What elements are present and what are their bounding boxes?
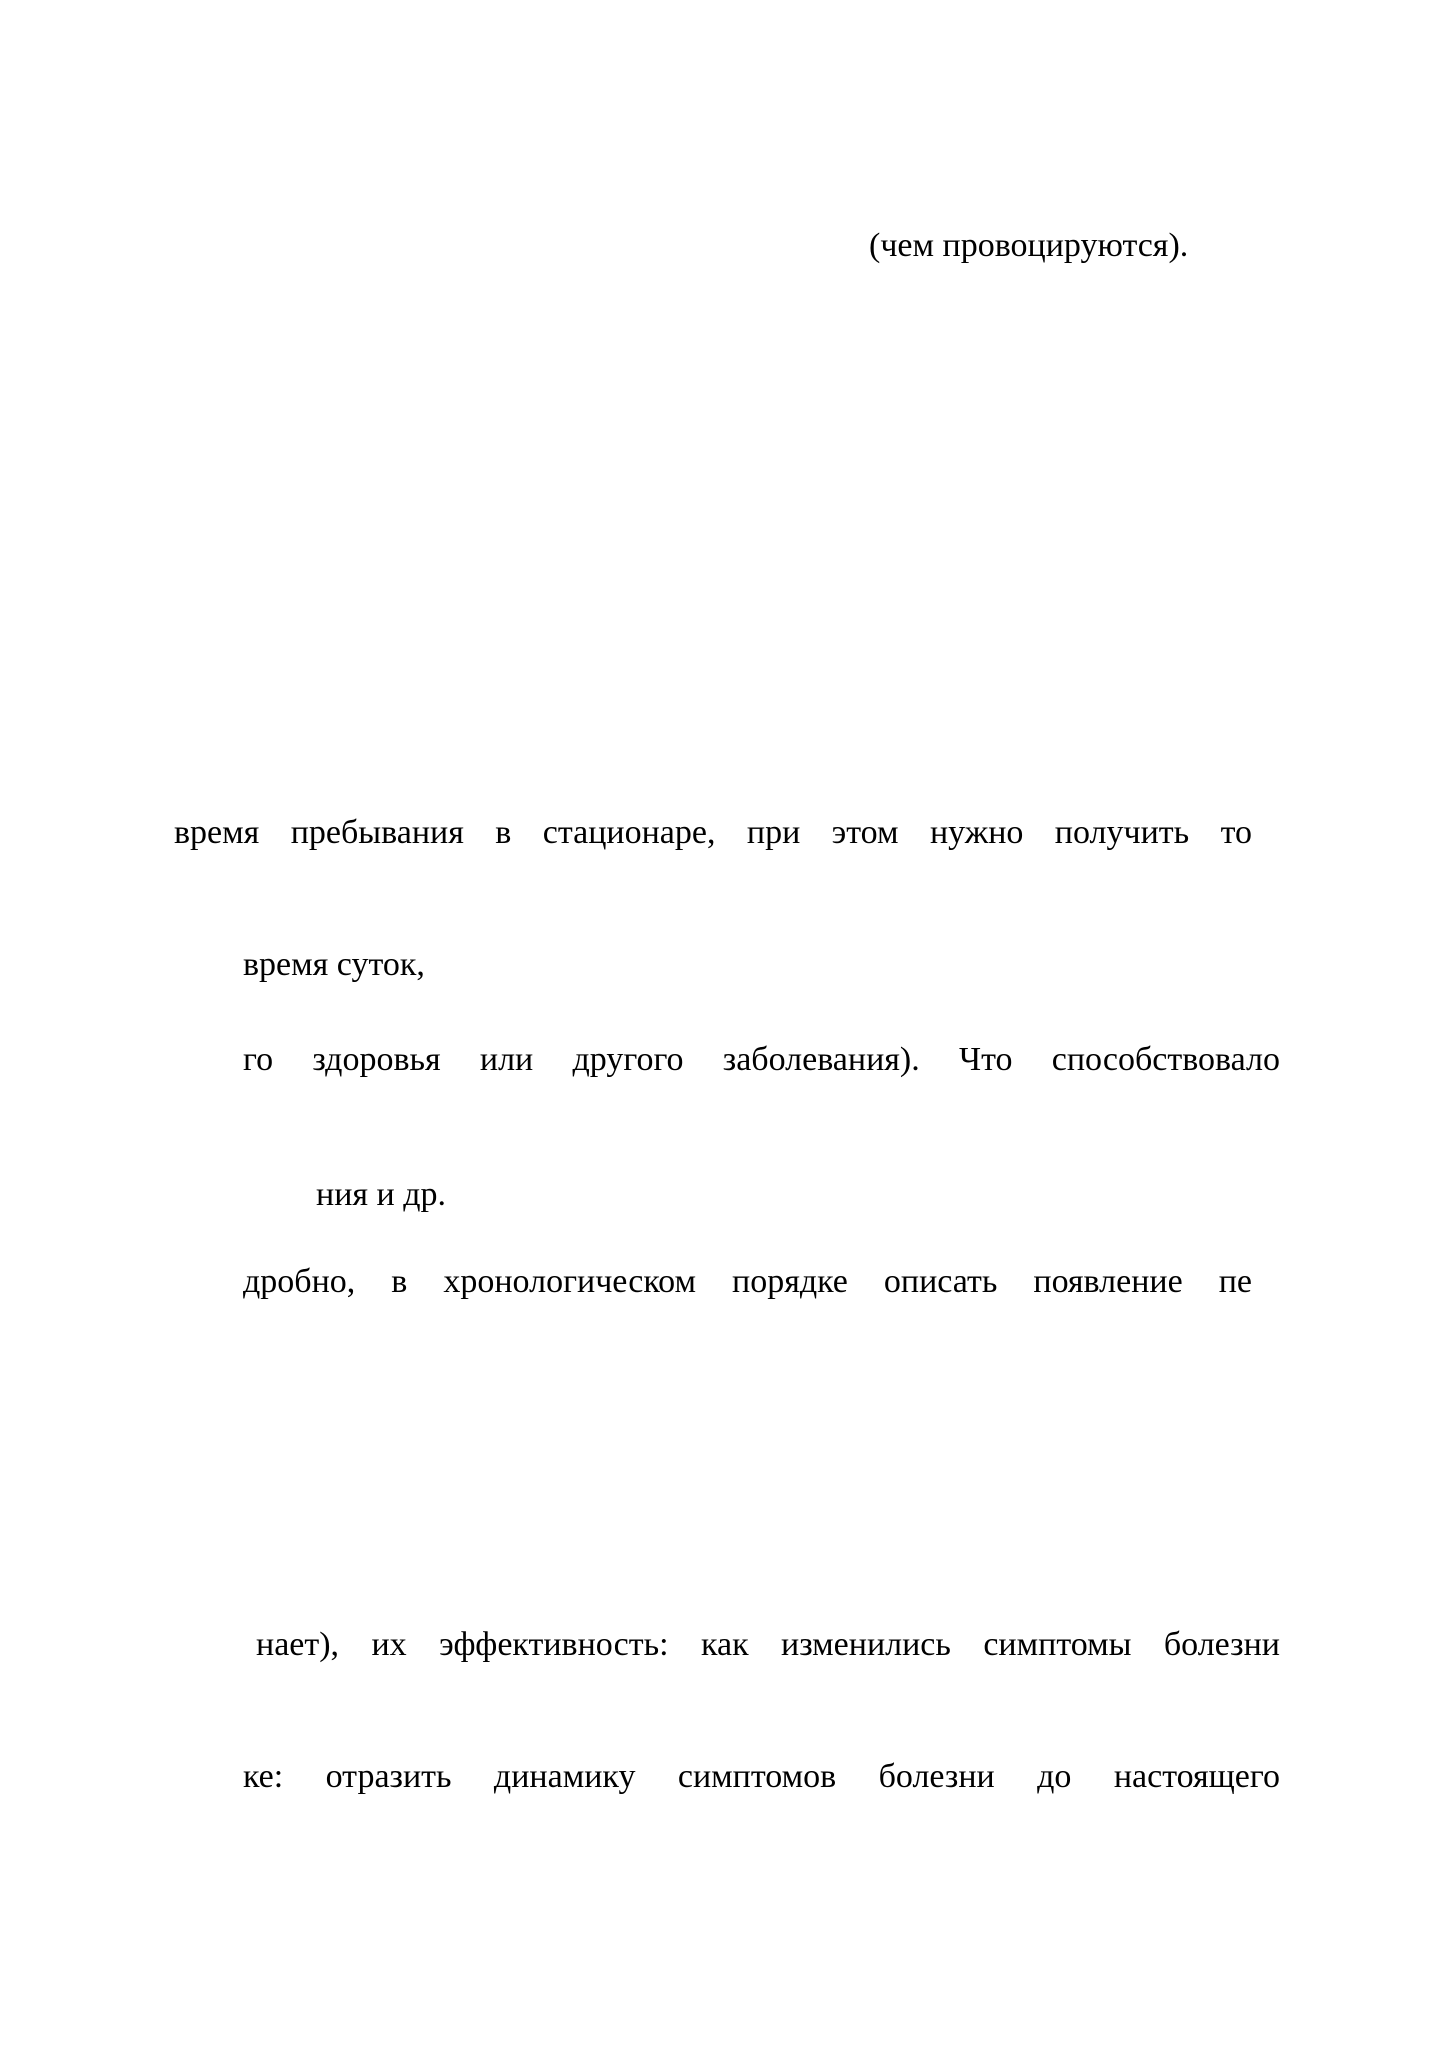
text-line-6: дробно, в хронологическом порядке описать появление пе [243,1263,1252,1300]
text-line-2: время пребывания в стационаре, при этом нужно получить то [174,814,1252,851]
text-line-1: (чем провоцируются). [869,227,1189,264]
text-line-3: время суток, [243,946,425,983]
text-line-7: нает), их эффективность: как изменились симптомы болезни [256,1626,1280,1663]
text-line-8: ке: отразить динамику симптомов болезни до настоящего [243,1758,1280,1795]
text-line-5: ния и др. [316,1176,447,1213]
text-line-4: го здоровья или другого заболевания). Что способствовало [243,1041,1280,1078]
